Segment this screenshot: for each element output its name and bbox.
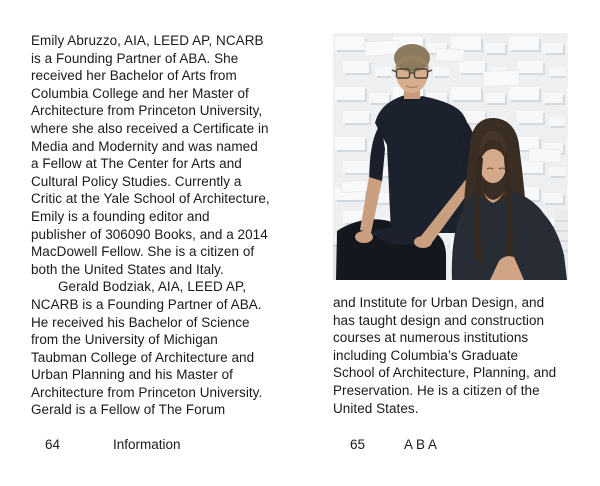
text-line: has taught design and construction — [333, 312, 545, 328]
bio-text-right — [333, 294, 577, 417]
text-line: Critic at the Yale School of Architecture, — [31, 191, 270, 207]
text-line: both the United States and Italy. — [31, 261, 224, 277]
running-footer-left: Information — [113, 437, 181, 452]
text-line: He received his Bachelor of Science — [31, 314, 250, 330]
text-line: Columbia College and her Master of — [31, 85, 249, 101]
text-line: United States. — [333, 400, 419, 416]
text-line: received her Bachelor of Arts from — [31, 68, 237, 84]
running-footer-right: A B A — [404, 437, 438, 452]
text-line: from the University of Michigan — [31, 332, 218, 348]
text-line: and Institute for Urban Design, and — [333, 295, 545, 310]
text-line: Gerald is a Fellow of The Forum — [31, 402, 226, 418]
text-line: Media and Modernity and was named — [31, 138, 258, 154]
text-line: courses at numerous institutions — [333, 330, 529, 346]
text-line: including Columbia’s Graduate — [333, 347, 519, 363]
bio-text-left — [31, 32, 299, 419]
text-line: NCARB is a Founding Partner of ABA. — [31, 296, 262, 312]
text-line: publisher of 306090 Books, and a 2014 — [31, 226, 268, 242]
text-line: Architecture from Princeton University, — [31, 103, 263, 119]
portrait-illustration — [333, 33, 568, 280]
text-line: Emily is a founding editor and — [31, 208, 210, 224]
text-line: Taubman College of Architecture and — [31, 349, 255, 365]
text-line: MacDowell Fellow. She is a citizen of — [31, 244, 255, 260]
text-line: Preservation. He is a citizen of the — [333, 382, 540, 398]
text-line: Emily Abruzzo, AIA, LEED AP, NCARB — [31, 33, 264, 48]
text-line: a Fellow at The Center for Arts and — [31, 156, 242, 172]
text-line: Architecture from Princeton University. — [31, 384, 263, 400]
page-number-right: 65 — [350, 437, 366, 452]
text-line: where she also received a Certificate in — [31, 120, 269, 136]
text-line: School of Architecture, Planning, and — [333, 365, 557, 381]
text-line: Urban Planning and his Master of — [31, 367, 233, 383]
text-line: Cultural Policy Studies. Currently a — [31, 173, 242, 189]
text-line: Gerald Bodziak, AIA, LEED AP, — [58, 279, 247, 295]
page-number-left: 64 — [45, 437, 61, 452]
founders-portrait-photo — [333, 33, 568, 280]
text-line: is a Founding Partner of ABA. She — [31, 50, 239, 66]
